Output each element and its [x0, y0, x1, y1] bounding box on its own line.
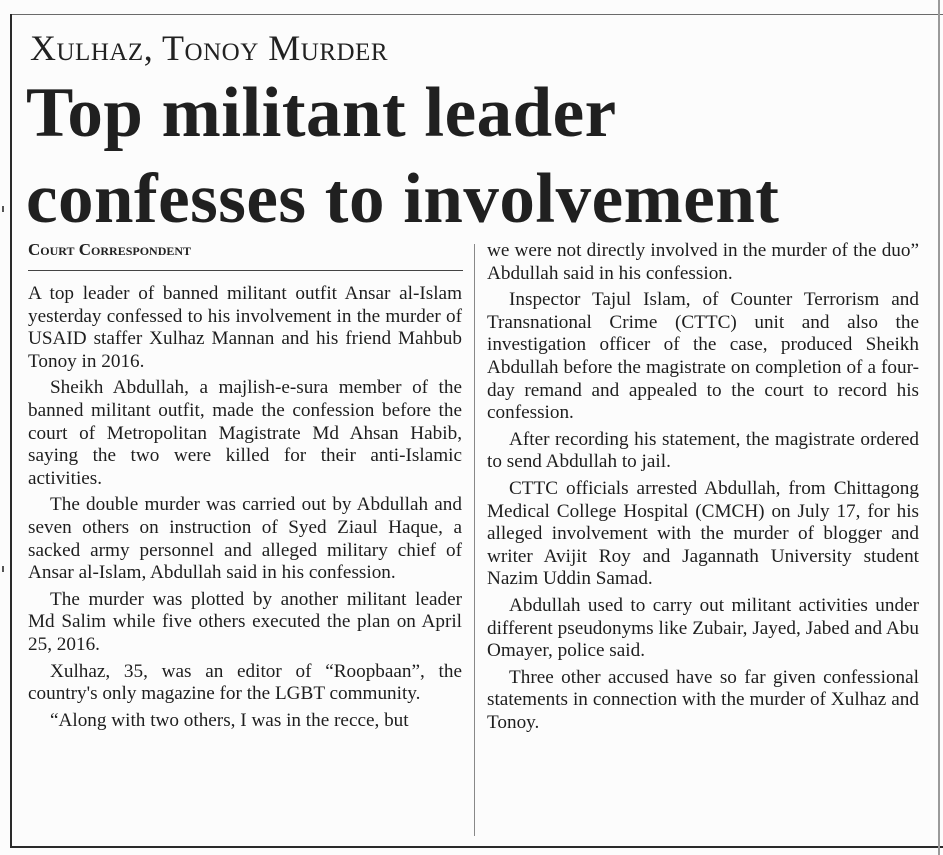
paragraph: A top leader of banned militant outfit Ansar al-Islam yesterday confessed to his involvement in the murder of USAID staffer Xulhaz Mannan and his friend Mahbub Tonoy in 2016. [28, 283, 462, 372]
frame-right-border [938, 0, 940, 855]
article-headline [26, 70, 926, 242]
paragraph: “Along with two others, I was in the recce, but [50, 709, 409, 731]
byline: Court Correspondent [28, 240, 192, 259]
paragraph: CTTC officials arrested Abdullah, from Chittagong Medical College Hospital (CMCH) on July 17, for his alleged involvement with the murder of blogger and writer Avijit Roy and Jagannath University student Nazim Uddin Samad. [487, 477, 919, 590]
frame-top-border [10, 14, 943, 15]
paragraph: The double murder was carried out by Abdullah and seven others on instruction of Syed Ziaul Haque, a sacked army personnel and alleged military chief of Ansar al-Islam, Abdullah said in his confession. [28, 494, 462, 584]
byline-divider [28, 270, 463, 271]
paragraph: Xulhaz, 35, was an editor of “Roopbaan”, the country's only magazine for the LGBT community. [28, 660, 462, 705]
paragraph: we were not directly involved in the murder of the duo” Abdullah said in his confession. [487, 240, 919, 284]
frame-bottom-border [10, 846, 943, 848]
headline-line-2: confesses to involvement [26, 160, 780, 238]
headline-line-1: Top militant leader [26, 74, 617, 152]
paragraph: Abdullah used to carry out militant activities under different pseudonyms like Zubair, Jayed, Jabed and Abu Omayer, police said. [487, 594, 919, 662]
paragraph: Inspector Tajul Islam, of Counter Terrorism and Transnational Crime (CTTC) unit and also the investigation officer of the case, produced Sheikh Abdullah before the magistrate on completion of a four-day remand and appealed to the court to record his confession. [487, 289, 919, 424]
edge-mark [2, 566, 4, 572]
edge-mark [2, 206, 4, 212]
right-column [487, 240, 919, 738]
article-kicker: Xulhaz, Tonoy Murder [30, 28, 388, 68]
paragraph: Three other accused have so far given confessional statements in connection with the murder of Xulhaz and Tonoy. [487, 666, 919, 733]
paragraph: The murder was plotted by another militant leader Md Salim while five others executed the plan on April 25, 2016. [28, 588, 462, 655]
left-column [28, 283, 462, 736]
paragraph: Sheikh Abdullah, a majlish-e-sura member of the banned militant outfit, made the confession before the court of Metropolitan Magistrate Md Ahsan Habib, saying the two were killed for their anti-Islamic activities. [28, 377, 462, 489]
frame-left-border [10, 14, 12, 848]
paragraph: After recording his statement, the magistrate ordered to send Abdullah to jail. [487, 428, 919, 473]
column-divider [474, 244, 475, 836]
